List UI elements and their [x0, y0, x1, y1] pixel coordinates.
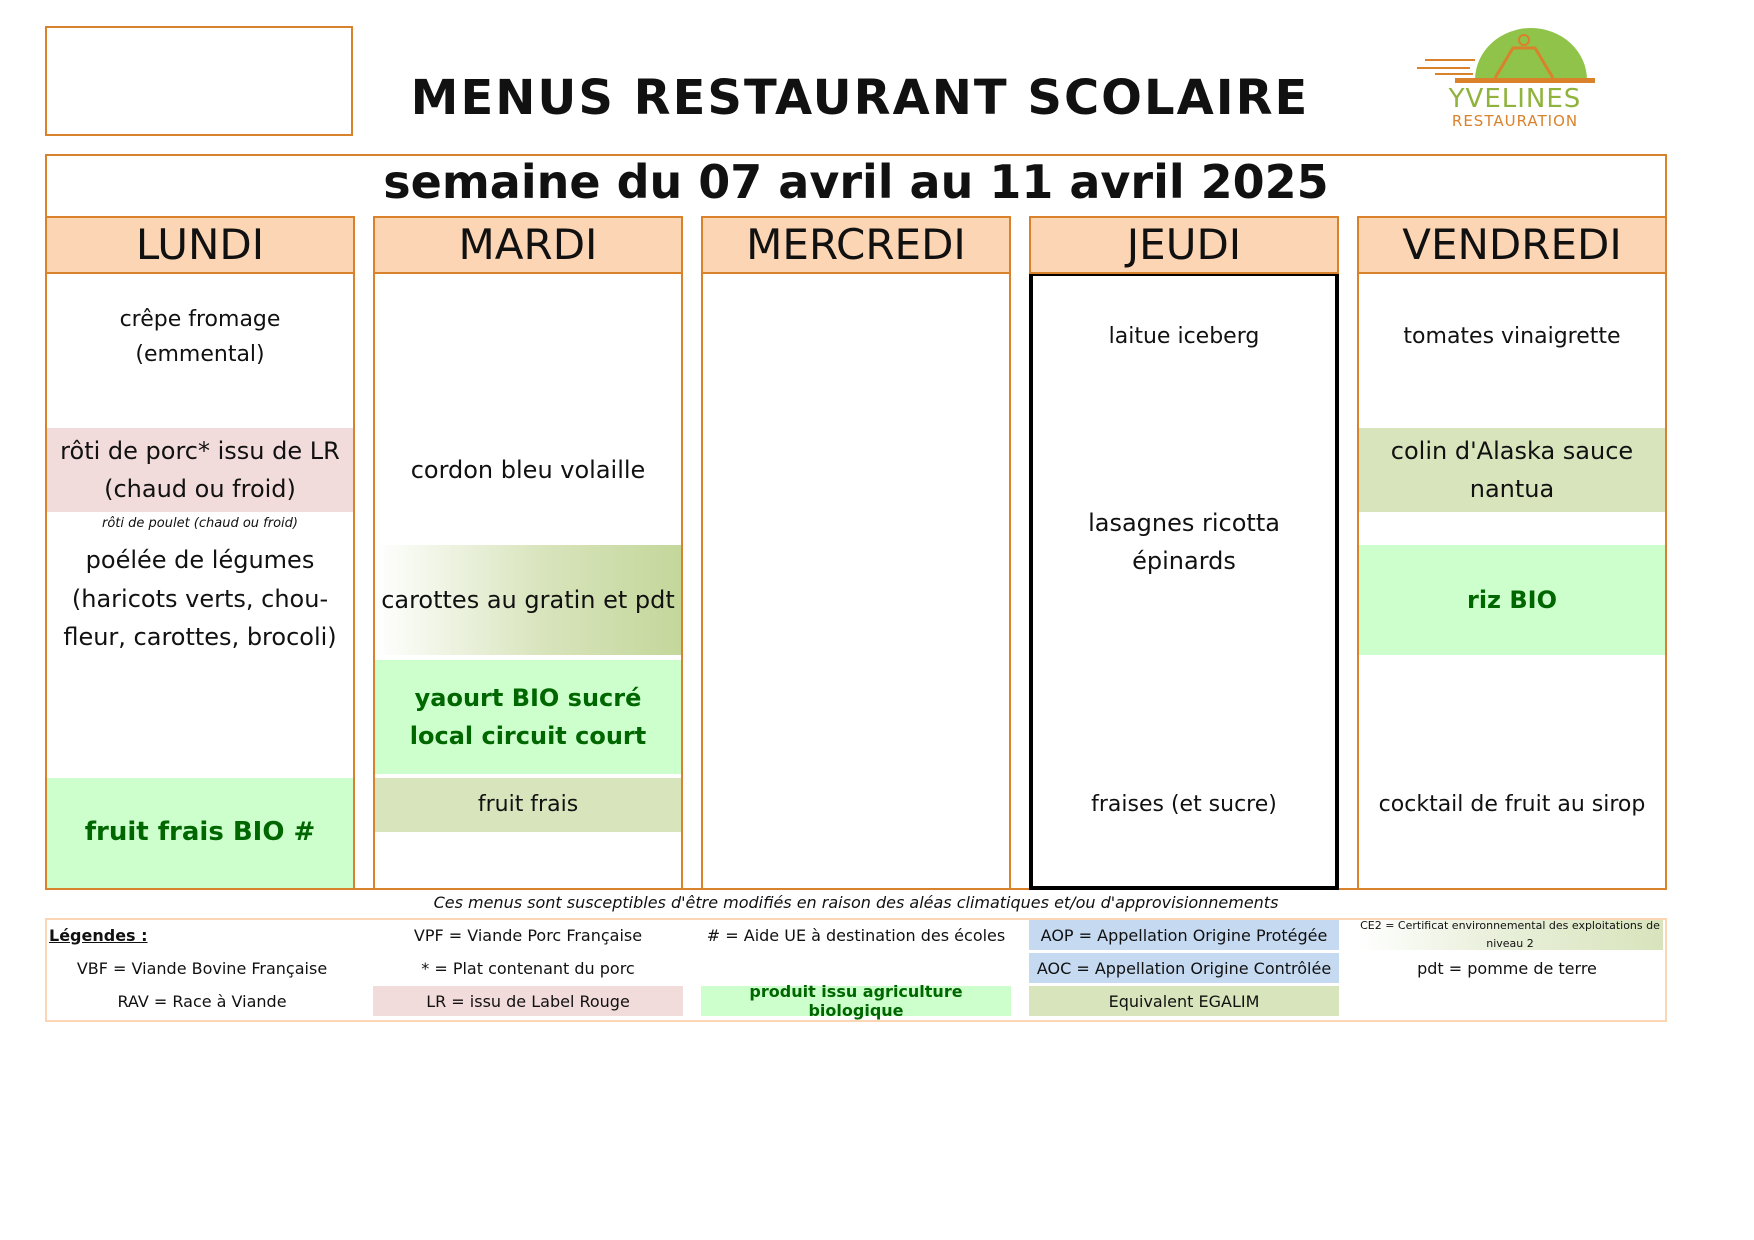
yvelines-restauration-logo [1415, 14, 1595, 132]
vendredi-main: colin d'Alaska sauce nantua [1359, 428, 1665, 512]
jeudi-main: lasagnes ricotta épinards [1088, 508, 1280, 575]
logo-placeholder-box [45, 26, 353, 136]
week-label: semaine du 07 avril au 11 avril 2025 [383, 155, 1329, 209]
logo-text-yvelines: YVELINES [1448, 84, 1582, 114]
lundi-main: rôti de porc* issu de LR (chaud ou froid) [47, 428, 353, 512]
day-header-jeudi: JEUDI [1029, 216, 1339, 274]
vendredi-side: riz BIO [1359, 545, 1665, 655]
mardi-dairy: yaourt BIO sucré local circuit court [375, 660, 681, 774]
legend-rav: RAV = Race à Viande [117, 991, 287, 1011]
vendredi-starter: tomates vinaigrette [1403, 324, 1621, 350]
jeudi-dessert: fraises (et sucre) [1091, 792, 1277, 818]
legend-title: Légendes : [49, 925, 148, 945]
legend-vbf: VBF = Viande Bovine Française [76, 958, 328, 978]
mardi-side: carottes au gratin et pdt [375, 545, 681, 655]
legend-porc: * = Plat contenant du porc [421, 958, 635, 978]
legend-pdt: pdt = pomme de terre [1417, 958, 1597, 978]
vendredi-dessert: cocktail de fruit au sirop [1378, 792, 1646, 818]
lundi-side: poélée de légumes (haricots verts, chou-fleur, carottes, brocoli) [63, 546, 337, 652]
mardi-dessert: fruit frais [375, 778, 681, 832]
lundi-starter: crêpe fromage (emmental) [119, 306, 281, 367]
legend-ce2: CE2 = Certificat environnemental des exploitations de niveau 2 [1357, 920, 1663, 950]
lundi-dessert: fruit frais BIO # [47, 778, 353, 888]
column-mercredi [701, 216, 1011, 890]
legend-vpf: VPF = Viande Porc Française [413, 925, 643, 945]
cloche-icon [1415, 14, 1595, 94]
day-header-mardi: MARDI [373, 216, 683, 274]
legend-aoc: AOC = Appellation Origine Contrôlée [1029, 953, 1339, 983]
legend-aop: AOP = Appellation Origine Protégée [1029, 920, 1339, 950]
day-header-vendredi: VENDREDI [1357, 216, 1667, 274]
legend-egalim: Equivalent EGALIM [1029, 986, 1339, 1016]
logo-text-restauration: RESTAURATION [1451, 112, 1579, 130]
day-header-lundi: LUNDI [45, 216, 355, 274]
page-title: MENUS RESTAURANT SCOLAIRE [410, 70, 1310, 126]
day-header-mercredi: MERCREDI [701, 216, 1011, 274]
legend-lr: LR = issu de Label Rouge [373, 986, 683, 1016]
legend-aide-ue: # = Aide UE à destination des écoles [706, 925, 1006, 945]
mardi-main: cordon bleu volaille [410, 455, 646, 484]
disclaimer-notice: Ces menus sont susceptibles d'être modifiés en raison des aléas climatiques et/ou d'approvisionnements [433, 893, 1279, 912]
jeudi-starter: laitue iceberg [1108, 324, 1260, 350]
legend-bio: produit issu agriculture biologique [701, 986, 1011, 1016]
lundi-main-alternative: rôti de poulet (chaud ou froid) [102, 515, 298, 531]
